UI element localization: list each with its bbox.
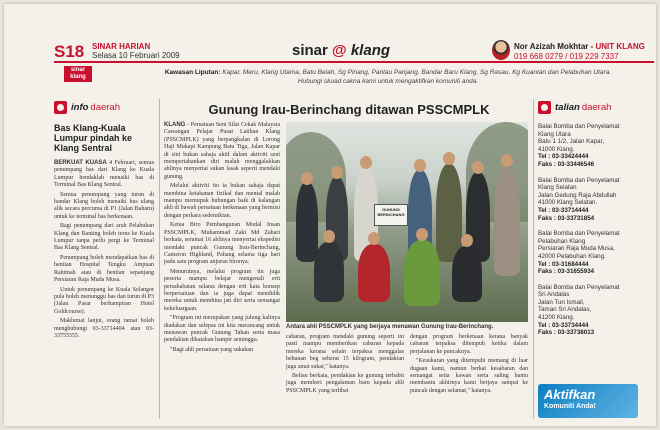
station-fax: Faks : 03-31655934	[538, 268, 595, 276]
station-address-line: Jalan Gedung Raja Abdullah	[538, 191, 617, 199]
paragraph-text: "Program ini merupakan yang julung kalinya diadakan dan selepas ini kita merancang untuk menawan puncak Gunung Tahan serta masa pendakian dikatakan hampir seminggu.	[164, 315, 280, 344]
section-kicker: talian	[555, 101, 580, 113]
section-kicker: info	[71, 101, 89, 113]
photo-person	[452, 246, 482, 302]
main-story-col3	[410, 334, 528, 397]
station-tel: Tel : 03-31684444	[538, 260, 589, 268]
column-divider	[533, 99, 534, 419]
station-address-line: Batu 1 1/2, Jalan Kapar,	[538, 138, 605, 146]
station-address-line: Jalan Tun Ismail,	[538, 298, 585, 306]
photo-person	[436, 164, 462, 262]
paragraph	[164, 269, 280, 313]
paragraph-text: - Persatuan Seni Silat Cekak Malaysia Cawangan Pelajar Pusat Latihan Klang (PSSCMPLK) yang berpangkalan di Lorong Haji Mukapi Kampung Batu Tiga, Jalan Kapar di sini bukan sahaja aktif dalam aktiviti seni mempertahankan diri malah menggalakkan ahlinya menyertai sukan lasak seperti mendaki gunung.	[164, 122, 280, 180]
paragraph	[54, 192, 154, 222]
section-marker-icon	[54, 101, 67, 114]
paragraph-text: Ketua Biro Pembangunan Modal Insan PSSCMPLK, Muhammad Zaki Md Zabari berkata, seramai 16 ahlinya menyertai ekspedisi mendaki puncak Gunung Irau-Berinchang, Cameron Highland, Pahang selama tiga hari pada satu program anjuran bironya.	[164, 222, 280, 266]
promo-line1: Aktifkan	[544, 387, 596, 402]
paragraph	[410, 334, 528, 356]
paragraph	[54, 318, 154, 340]
paragraph-text: 4 Februari, semua penumpang bas dari Klang ke Kuala Lumpur hendaklah menaiki bas di Terminal Bas Klang Sentral.	[54, 160, 155, 189]
photo-person-head	[368, 232, 380, 245]
main-headline: Gunung Irau-Berinchang ditawan PSSCMPLK	[208, 102, 490, 117]
publication-block	[92, 42, 180, 60]
climbers-photo	[286, 122, 528, 322]
paragraph-text: cabaran, program mendaki gunung seperti ini pasti mampu memberikan cabaran kepada mereka kerana selain terpaksa menggalas bebanan beg seberat 15 kilogram, pendakian juga amat sukar," katanya.	[286, 334, 404, 370]
section-kicker-2: daerah	[581, 101, 612, 113]
reporter-name: Nor Azizah Mokhtar -	[514, 42, 594, 51]
paragraph	[410, 358, 528, 395]
photo-person	[404, 240, 440, 306]
info-daerah-heading	[54, 99, 154, 115]
column-divider	[159, 99, 160, 419]
section-kicker-2: daerah	[90, 101, 121, 113]
photo-person	[358, 244, 390, 302]
fire-station-list	[538, 123, 638, 337]
reporter-contact	[514, 42, 645, 62]
reporter-phone: 019 668 0279 / 019 229 7337	[514, 52, 619, 61]
page-header	[4, 4, 656, 64]
paragraph-text: dengan program berkenaan kerana banyak cabaran terpaksa ditempuh ketika dalam perjalanan ke puncaknya.	[410, 334, 528, 355]
paragraph-text: Beliau berkata, pendakian ke gunung terbabit juga memberi pengalaman baru kepada ahli PSSCMPLK yang terlibat	[286, 373, 404, 394]
info-daerah-column	[54, 99, 154, 342]
paragraph-text: Semua penumpang yang turun di bandar Klang boleh menaiki bas ulang alik secara percuma di P1 (Jalan Baharu) untuk ke terminal bas berkenaan.	[54, 191, 154, 220]
publication-date: Selasa 10 Februari 2009	[92, 51, 180, 60]
station-fax: Faks : 03-33738013	[538, 329, 595, 337]
reporter-avatar	[492, 40, 510, 60]
paragraph-text: Bagi penumpang dari arah Pelabuhan Klang dan Banting boleh terus ke Kuala Lumpur tanpa perlu pergi ke Terminal Bas Klang Sentral.	[54, 223, 154, 252]
photo-person-head	[416, 228, 428, 241]
photo-person-head	[360, 156, 372, 169]
coverage-areas: Kapar, Meru, Klang Utama, Batu Belah, Sg Pinang, Pantau Panjang, Bandar Baru Klang, Sg Rasau, Kg Kuantan dan Pelabuhan Utara.	[222, 69, 612, 76]
station-address-line: 42000 Pelabuhan Klang.	[538, 252, 606, 260]
fire-station-entry	[538, 230, 638, 276]
station-address-line: Persiaran Raja Muda Musa,	[538, 245, 615, 253]
photo-person-head	[501, 154, 513, 167]
paragraph	[164, 222, 280, 266]
station-tel: Tel : 03-33714444	[538, 206, 589, 214]
main-story-col2	[286, 334, 404, 397]
skuad-cakna-logo: sinar klang	[64, 66, 92, 82]
paragraph	[286, 373, 404, 395]
paragraph	[164, 183, 280, 220]
paragraph	[54, 223, 154, 253]
photo-person-head	[414, 159, 426, 172]
fire-station-entry	[538, 284, 638, 337]
photo-person-head	[461, 234, 473, 247]
paragraph-text: Melalui aktiviti itu ia bukan sahaja dapat membina ketahanan fizikal dan mental malah mampu memupuk hubungan baik di kalangan ahli di bawah persatuan berkenaan yang bermisi dengan perkara sedemikian.	[164, 183, 280, 219]
paragraph-text: Penumpang boleh mendapatkan bas di hentian Hospital Tengku Ampuan Rahimah atau di hentian sepanjang Persiaran Raja Muda Musa.	[54, 254, 154, 284]
photo-person-head	[323, 230, 335, 243]
station-address-line: 41000 Klang Selatan.	[538, 199, 598, 207]
summit-sign: GUNUNG BERINCHANG	[374, 204, 408, 226]
talian-daerah-heading	[538, 99, 638, 115]
header-divider	[54, 61, 654, 63]
main-story-col1	[164, 122, 280, 356]
paragraph-lead: BERKUAT KUASA	[54, 160, 107, 166]
newspaper-page	[4, 4, 656, 426]
station-address-line: Balai Bomba dan Penyelamat	[538, 176, 620, 184]
paragraph	[286, 334, 404, 371]
photo-person-head	[331, 166, 343, 179]
station-address-line: 41000 Klang.	[538, 145, 575, 153]
reporter-unit: UNIT KLANG	[595, 42, 645, 51]
station-address-line: Balai Bomba dan Penyelamat	[538, 283, 620, 291]
station-fax: Faks : 03-33446546	[538, 160, 595, 168]
brand-sinar: sinar	[292, 42, 328, 59]
coverage-note: Hubungi skuad cakna kami untuk mengaktifkan komuniti anda.	[297, 78, 479, 85]
station-address-line: Balai Bomba dan Penyelamat	[538, 230, 620, 238]
station-address-line: Pelabuhan Klang	[538, 237, 586, 245]
section-brand	[292, 42, 390, 59]
section-marker-icon	[538, 101, 551, 114]
paragraph-text: Untuk penumpang ke Kuala Selangor pula boleh menunggu bas dan turun di P3 (Jalan Pasar berhampiran Hotel Goldcourse).	[54, 286, 154, 315]
paragraph	[164, 315, 280, 345]
station-address-line: Klang Utara	[538, 130, 571, 138]
photo-person-head	[472, 161, 484, 174]
coverage-label: Kawasan Liputan:	[164, 69, 221, 76]
fire-station-entry	[538, 123, 638, 169]
station-fax: Faks : 03-33731854	[538, 214, 595, 222]
aktifkan-komuniti-banner	[538, 384, 638, 418]
paragraph-text: Menurutnya, melalui program itu juga peserta mampu belajar mengenali erti persahabatan selaras dengan erti kata konsep berpersatuan dan ia juga dapat mendidik mereka untuk membina jati diri serta semangat kekeluargaan.	[164, 268, 280, 312]
paragraph	[164, 122, 280, 181]
photo-person-head	[443, 152, 455, 165]
station-tel: Tel : 03-33424444	[538, 153, 589, 161]
bus-story-body	[54, 160, 154, 340]
publication-name: SINAR HARIAN	[92, 42, 151, 51]
talian-daerah-column	[538, 99, 638, 345]
bus-story-headline: Bas Klang-Kuala Lumpur pindah ke Klang Sentral	[54, 123, 133, 153]
photo-person	[494, 166, 520, 276]
photo-person	[296, 182, 318, 262]
paragraph-text: "Bagi ahli persatuan yang sukakan	[170, 346, 254, 353]
promo-line2: Komuniti Anda!	[544, 403, 596, 410]
page-number: S18	[54, 42, 85, 61]
photo-person-head	[301, 172, 313, 185]
paragraph-text: Maklumat lanjut, orang ramai boleh menghubungi 03-33714404 atau 03-33755555.	[54, 318, 154, 339]
brand-at: @	[332, 42, 347, 59]
paragraph-text: "Kesukaran yang ditempuhi memang di luar dugaan kami, namun berkat kesabaran dan semangat setia kawan serta saling bantu membantu akhirnya kami berjaya sampai ke puncak dengan selamat," katanya.	[410, 358, 528, 394]
paragraph	[54, 287, 154, 317]
station-address-line: Sri Andalas	[538, 291, 570, 299]
coverage-banner	[138, 68, 638, 86]
photo-person	[314, 242, 344, 302]
station-tel: Tel : 03-33734444	[538, 321, 589, 329]
station-address-line: 41200 Klang.	[538, 314, 575, 322]
paragraph	[54, 160, 154, 190]
fire-station-entry	[538, 177, 638, 223]
station-address-line: Taman Sri Andalas,	[538, 306, 592, 314]
photo-caption: Antara ahli PSSCMPLK yang berjaya menawan Gunung Irau-Berinchang.	[286, 324, 494, 330]
station-address-line: Klang Selatan	[538, 184, 577, 192]
station-address-line: Balai Bomba dan Penyelamat	[538, 123, 620, 130]
brand-klang: klang	[350, 42, 391, 59]
paragraph	[164, 347, 280, 354]
paragraph-lead: KLANG	[164, 122, 186, 128]
paragraph	[54, 255, 154, 285]
